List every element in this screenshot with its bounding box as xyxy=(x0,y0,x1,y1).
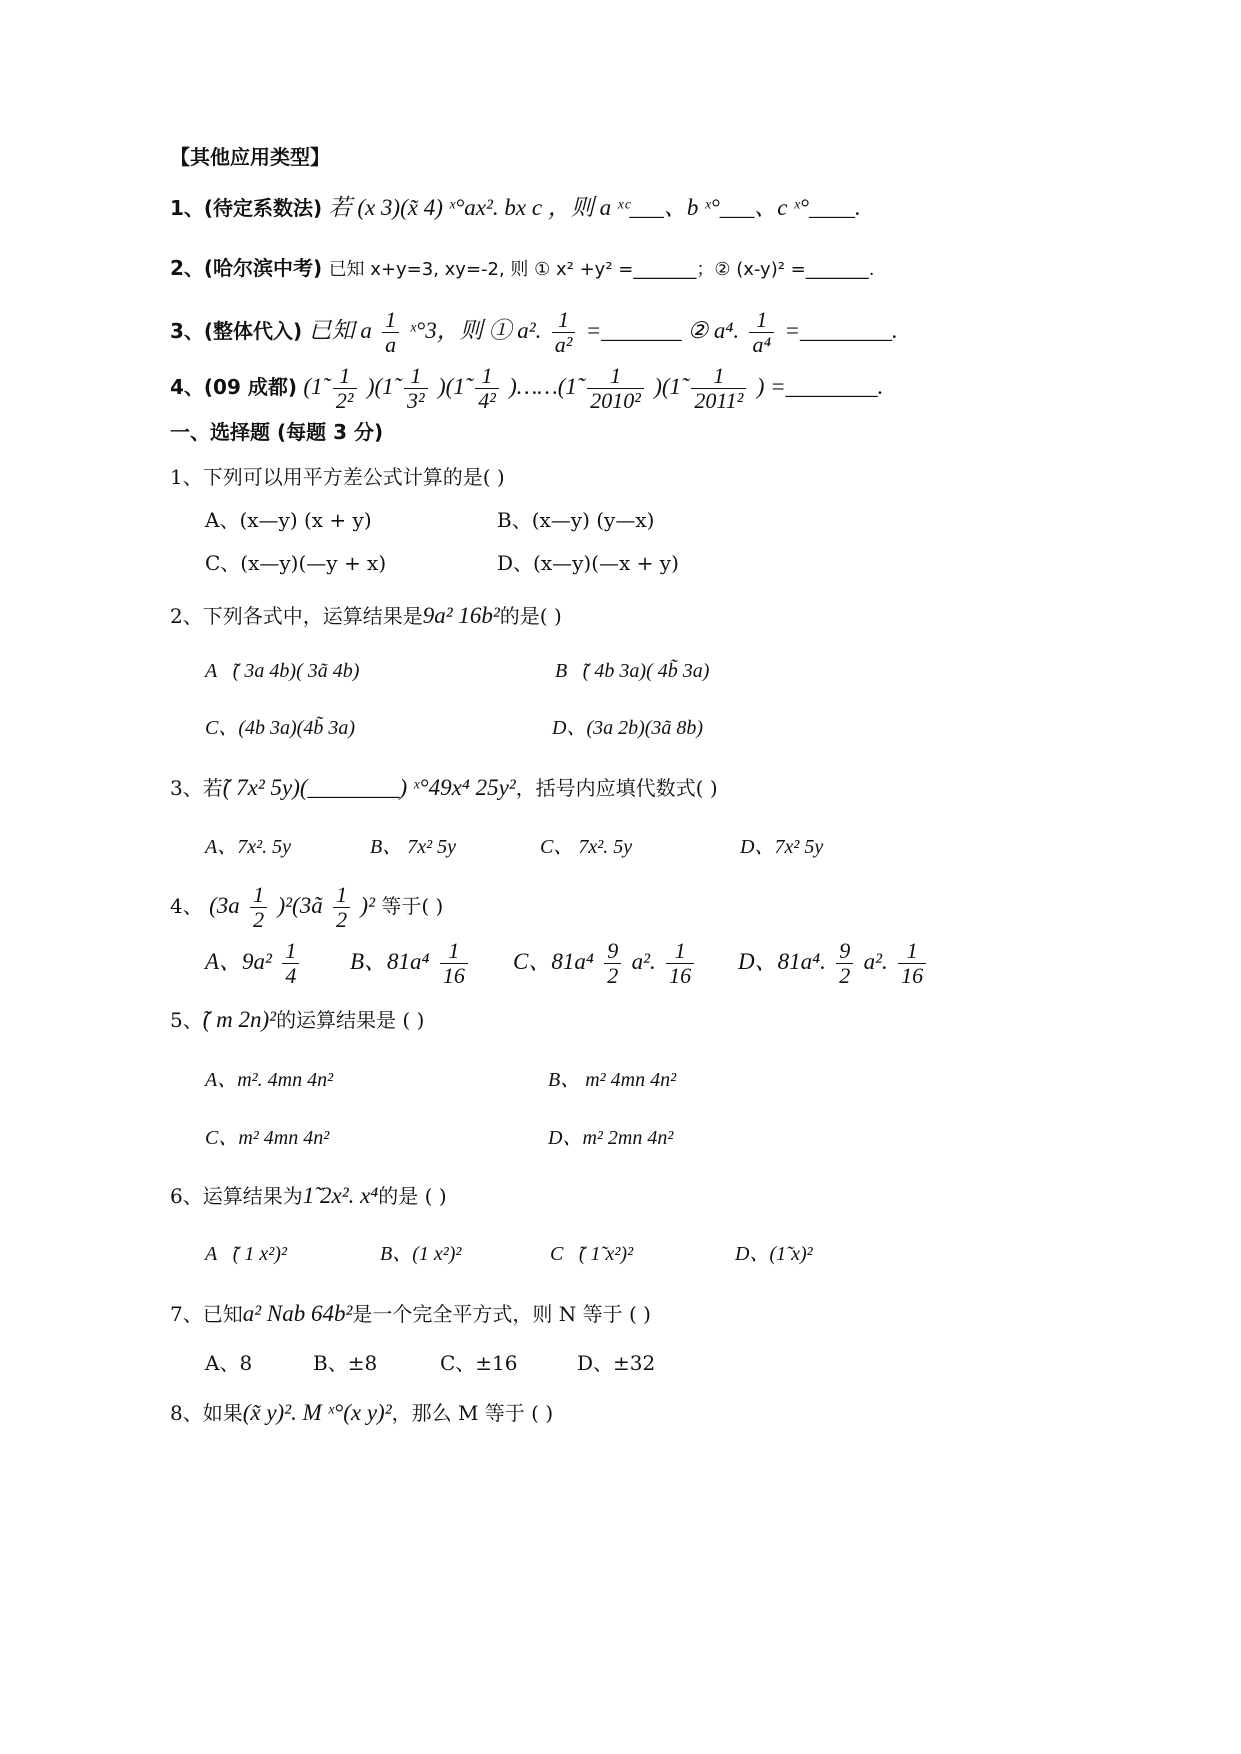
q7-option-d: D、±32 xyxy=(577,1351,656,1375)
q3-option-d: D、7x² 5y xyxy=(740,836,824,858)
q2-stem-tail: 的是( ) xyxy=(499,604,562,628)
app-q3-mid2: =_______ ② a⁴. xyxy=(585,318,740,343)
q6-stem-text: 6、运算结果为 xyxy=(170,1184,303,1208)
app-q4-term-4: )……(1̃ xyxy=(509,374,577,399)
q5-option-a: A、m². 4mn 4n² xyxy=(205,1069,334,1091)
q8-stem-tail: ，那么 M 等于 ( ) xyxy=(391,1401,554,1425)
q4-term-1: (3a xyxy=(209,893,240,918)
q3-option-b: B、 7x² 5y xyxy=(370,836,456,858)
app-q3-pre: 已知 a xyxy=(308,318,372,343)
question-2-stem xyxy=(170,602,562,630)
app-q4-term-1: (1̃ xyxy=(303,374,323,399)
app-question-3 xyxy=(170,303,898,359)
app-q3-fraction-3: $\frac{1}{\text{a⁴}}$ xyxy=(749,308,774,357)
q7-stem-text: 7、已知 xyxy=(170,1302,243,1326)
app-q4-term-2: )(1̃ xyxy=(366,374,394,399)
app-q2-label: 2、(哈尔滨中考) xyxy=(170,256,323,280)
q5-option-c: C、m² 4mn 4n² xyxy=(205,1127,330,1149)
q6-option-d: D、(1̃ x)² xyxy=(735,1243,813,1265)
app-q3-label: 3、(整体代入) xyxy=(170,319,303,343)
q6-option-a: A、̃( 1 x²)² xyxy=(205,1243,287,1265)
q4-option-d: D、81a⁴. $\frac{9}{2}$ a². $\frac{1}{16}$ xyxy=(738,934,930,990)
question-5-stem xyxy=(170,1006,424,1034)
q3-option-c: C、 7x². 5y xyxy=(540,836,633,858)
app-q4-fraction-4: $\frac{1}{\text{2010²}}$ xyxy=(587,364,644,413)
q2-option-d: D、(3a 2b)(3ã 8b) xyxy=(552,717,704,739)
app-q4-term-5: )(1̃ xyxy=(654,374,682,399)
app-q4-label: 4、(09 成都) xyxy=(170,375,297,399)
app-q1-label: 1、(待定系数法) xyxy=(170,196,323,220)
app-question-4 xyxy=(170,359,883,415)
app-question-2 xyxy=(170,254,874,284)
q6-stem-math: 1̃ 2x². x⁴ xyxy=(302,1183,379,1208)
q5-label: 5、 xyxy=(170,1008,203,1032)
question-7-stem xyxy=(170,1300,651,1328)
q4-label: 4、 xyxy=(170,894,203,918)
app-q4-fraction-1: $\frac{1}{\text{2²}}$ xyxy=(333,364,357,413)
q8-stem-text: 8、如果 xyxy=(170,1401,243,1425)
question-8-stem xyxy=(170,1399,553,1427)
q3-stem-tail: ，括号内应填代数式( ) xyxy=(515,776,718,800)
app-q4-term-3: )(1̃ xyxy=(438,374,465,399)
q4-option-a: A、9a² $\frac{1}{4}$ xyxy=(205,934,303,990)
q3-option-a: A、7x². 5y xyxy=(205,836,291,858)
app-q3-mid: ˣ°3，则 ① a². xyxy=(409,318,542,343)
q1-option-c: C、(x—y)(—y + x) xyxy=(205,551,387,575)
q6-option-b: B、(1 x²)² xyxy=(380,1243,462,1265)
q7-stem-math: a² Nab 64b² xyxy=(242,1301,353,1326)
question-1-stem: 1、下列可以用平方差公式计算的是( ) xyxy=(170,465,505,489)
q7-stem-tail: 是一个完全平方式，则 N 等于 ( ) xyxy=(352,1302,651,1326)
question-3-stem xyxy=(170,774,718,802)
q4-fraction-2: $\frac{1}{2}$ xyxy=(333,883,350,932)
question-6-stem xyxy=(170,1182,447,1210)
app-q3-fraction-1: $\frac{1}{a}$ xyxy=(382,308,399,357)
q4-option-c: C、81a⁴ $\frac{9}{2}$ a². $\frac{1}{16}$ xyxy=(513,934,698,990)
q5-option-b: B、 m² 4mn 4n² xyxy=(548,1069,677,1091)
q4-tail: 等于( ) xyxy=(381,894,444,918)
q6-stem-tail: 的是 ( ) xyxy=(378,1184,447,1208)
q4-term-3: )² xyxy=(360,893,375,918)
q2-stem-math: 9a² 16b² xyxy=(422,603,500,628)
app-q2-text: 已知 x+y=3, xy=-2, 则 ① x² +y² =_______；② (x-y)² =_______. xyxy=(328,259,875,280)
q1-option-d: D、(x—y)(—x + y) xyxy=(497,551,679,575)
app-q4-fraction-2: $\frac{1}{\text{3²}}$ xyxy=(404,364,428,413)
app-q3-fraction-2: $\frac{1}{\text{a²}}$ xyxy=(552,308,576,357)
app-q4-fraction-3: $\frac{1}{\text{4²}}$ xyxy=(475,364,499,413)
q7-option-b: B、±8 xyxy=(313,1351,378,1375)
q3-stem-math: ̃( 7x² 5y)(________) ˣ°49x⁴ 25y² xyxy=(222,775,516,800)
app-q4-term-6: ) =________. xyxy=(756,374,884,399)
choice-section-title: 一、选择题 (每题 3 分) xyxy=(170,420,384,444)
q3-stem-text: 3、若 xyxy=(170,776,223,800)
q6-option-c: C、̃( 1̃ x²)² xyxy=(550,1243,634,1265)
q5-option-d: D、m² 2mn 4n² xyxy=(548,1127,674,1149)
q4-option-b: B、81a⁴ $\frac{1}{16}$ xyxy=(350,934,472,990)
section-title: 【其他应用类型】 xyxy=(170,145,330,169)
app-q3-post: =________. xyxy=(784,318,898,343)
app-q4-fraction-5: $\frac{1}{\text{2011²}}$ xyxy=(691,364,746,413)
q5-stem-math: ̃( m 2n)² xyxy=(202,1007,277,1032)
q2-option-a: A、̃( 3a 4b)( 3ã 4b) xyxy=(205,660,360,682)
q8-stem-math: (x̃ y)². M ˣ°(x y)² xyxy=(242,1400,392,1425)
q1-option-a: A、(x—y) (x + y) xyxy=(205,508,372,532)
q1-option-b: B、(x—y) (y—x) xyxy=(497,508,655,532)
q2-stem-text: 2、下列各式中，运算结果是 xyxy=(170,604,423,628)
q4-fraction-1: $\frac{1}{2}$ xyxy=(250,883,267,932)
question-4-stem xyxy=(170,878,443,934)
q2-option-c: C、(4b 3a)(4b̃ 3a) xyxy=(205,717,355,739)
q2-option-b: B、̃( 4b 3a)( 4b̃ 3a) xyxy=(555,660,710,682)
app-q1-text: 若 (x 3)(x̃ 4) ˣ°ax². bx c ，则 a ˣᶜ___、b ˣ°___、c ˣ°____. xyxy=(328,195,861,220)
app-question-1 xyxy=(170,194,861,222)
q5-stem-tail: 的运算结果是 ( ) xyxy=(276,1008,425,1032)
q7-option-c: C、±16 xyxy=(440,1351,518,1375)
q4-term-2: )²(3ã xyxy=(277,893,323,918)
q7-option-a: A、8 xyxy=(205,1351,253,1375)
